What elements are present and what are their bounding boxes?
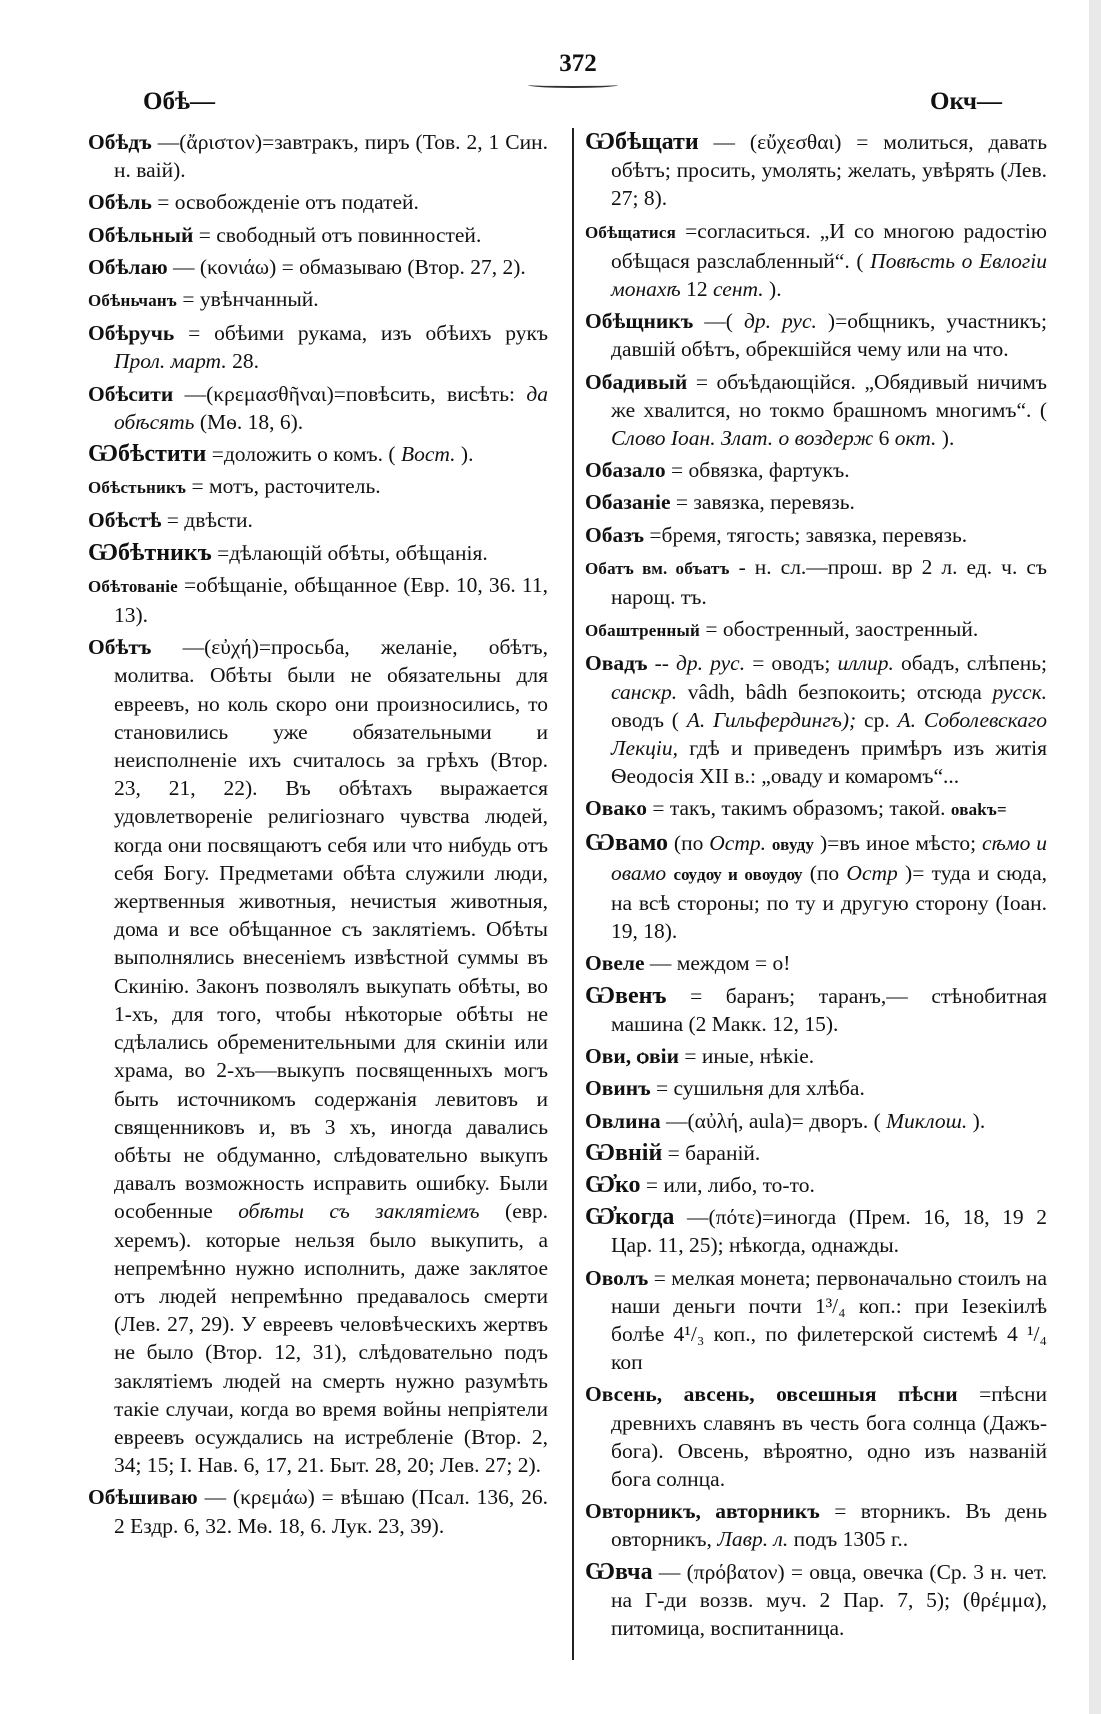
entry-text: - н. сл.—прош. вр 2 л. ед. ч. съ нарощ. тъ. [611,554,1047,610]
entry-text: — (εὔχεσθαι) = молиться, давать обѣтъ; просить, умолять; желать, увѣрять (Лев. 27; 8). [611,130,1047,211]
entry-text: — (κονιάω) = обмазываю (Втор. 27, 2). [173,254,526,279]
entry-headword: Обѣль [88,190,152,215]
entry-text: — междом = о! [649,951,791,976]
entry-text: = иные, нѣкіе. [684,1044,815,1069]
dictionary-entry [585,649,1047,790]
entry-headword: Ѡ҆когда [585,1204,675,1231]
entry-headword: Обадивый [585,369,688,394]
entry-headword: Обѣручь [88,321,175,346]
running-head-right: Окч— [930,88,1002,115]
entry-text: =согласиться. „И со многою радостію обѣщася разслабленный“. ( [611,218,1047,273]
entry-italic: Миклош. [886,1108,968,1133]
entry-tail: (Мѳ. 18, 6). [199,409,304,434]
entry-tail: обадъ, слѣпень; [900,651,1048,676]
dictionary-entry [585,1074,1047,1102]
entry-headword: Ѡвенъ [585,982,667,1009]
entry-text: = сушильня для хлѣба. [656,1076,865,1101]
entry-text: = или, либо, то-то. [645,1172,815,1197]
right-column [585,128,1047,1646]
dictionary-entry [585,1139,1047,1167]
entry-headword: Обѣщатися [585,222,677,242]
entry-headword: Обѣлаю [88,254,168,279]
dictionary-entry [585,1497,1047,1553]
dictionary-entry [585,615,1047,645]
entry-headword: Овадъ [585,651,648,676]
entry-tail: ). [941,426,955,451]
entry-text: =доложить о комъ. ( [211,442,396,467]
dictionary-entry [585,217,1047,304]
entry-headword: Обазъ [585,522,645,547]
entry-text: = вторникъ. Въ день овторникъ, [611,1499,1047,1552]
entry-text: -- [654,651,669,676]
entry-headword: Обѣльный [88,222,194,247]
entry-italic: А. Гильфердингъ); [686,707,865,732]
dictionary-entry [88,319,548,375]
entry-tail: ). [769,277,782,302]
entry-text: —(ἄριστον)=завтракъ, пиръ (Тов. 2, 1 Син. н. ваій). [114,130,548,183]
entry-text: =бремя, тягость; завязка, перевязь. [649,522,968,547]
entry-headword: Овинъ [585,1076,651,1101]
entry-headword: Обазало [585,458,666,483]
dictionary-entry [585,521,1047,549]
dictionary-entry [88,221,548,249]
entry-italic: да обѣсять [114,381,549,434]
dictionary-entry [585,456,1047,484]
entry-italic: сѣмо и овамо [611,830,1047,885]
entry-headword: Ѡбѣтникъ [88,539,212,566]
entry-tail: vâdh, bâdh безпокоить; отсюда [687,679,982,704]
entry-headword: Обѣньчанъ [88,291,178,311]
entry-italic: Вост. [400,442,456,467]
entry-italic: Повѣсть о Евлогіи монахѣ [611,248,1047,302]
entry-tail: (по [809,860,840,885]
entry-headword: Овако [585,796,647,821]
entry-tail: 12 [686,277,708,302]
dictionary-entry [88,472,548,502]
entry-headword: Овеле [585,951,645,976]
entry-italic: Лавр. л. [717,1527,789,1552]
entry-bold-mid: овуду [771,834,815,854]
scan-edge [1089,0,1101,1714]
dictionary-entry [88,253,548,281]
entry-text: = обостренный, заостренный. [705,617,979,642]
entry-headword: Ѡвній [585,1139,663,1166]
entry-italic: др. рус. [743,309,817,334]
dictionary-entry [88,285,548,315]
entry-headword: Обѣсити [88,381,174,406]
running-head-left: Обѣ— [143,88,215,115]
entry-text: — (πρόβατον) = овца, овечка (Ср. 3 н. чет. на Г-ди воззв. муч. 2 Пар. 7, 5); (θρέμμα), питомица, воспитанница. [611,1559,1047,1640]
dictionary-entry [88,440,548,468]
entry-headword: Овлина [585,1108,661,1133]
entry-text: = такъ, такимъ образомъ; [652,796,884,821]
entry-headword: Обѣтованіе [88,576,178,596]
dictionary-entry [88,128,548,184]
entry-text: = увѣнчанный. [182,287,319,312]
entry-text: = мотъ, расточитель. [191,474,381,499]
entry-headword: Ѡбѣщати [585,129,699,155]
entry-bold-tail: оваkъ= [950,800,1007,820]
dictionary-entry [585,368,1047,453]
entry-italic: русск. [992,679,1048,704]
dictionary-entry [88,506,548,534]
entry-tail: )= туда и сюда, на всѣ стороны; по ту и другую сторону (Іоан. 19, 18). [611,860,1047,944]
entry-italic: окт. [894,426,937,451]
entry-headword: Обаштренный [585,621,700,641]
dictionary-entry [585,1042,1047,1070]
entry-headword: Овсень, авсень, овсешныя пѣсни [585,1382,958,1407]
entry-text: = свободный отъ повинностей. [198,222,482,247]
dictionary-entry [88,1483,548,1539]
dictionary-entry [88,188,548,216]
dictionary-entry [88,633,548,1479]
entry-headword: Обѣшиваю [88,1485,198,1510]
entry-headword: Овторникъ, авторникъ [585,1499,820,1524]
entry-text: =обѣщаніе, обѣщанное (Евр. 10, 36. 11, 13). [114,572,548,628]
entry-italic: А. Соболевскаго Лекціи, [611,707,1047,761]
entry-italic: Прол. март. [114,349,227,374]
entry-text: —( [704,309,733,334]
entry-text: =дѣлающій обѣты, обѣщанія. [217,540,488,565]
dictionary-entry [585,949,1047,977]
entry-tail: )=общникъ, участникъ; давшій обѣтъ, обрекшійся чему или на что. [611,309,1047,362]
entry-tail: )=въ иное мѣсто; [820,830,977,855]
entry-headword: Обѣщникъ [585,309,694,334]
entry-headword: Ѡбѣстити [88,441,207,468]
entry-italic: Слово Іоан. Злат. о воздерж [611,426,874,451]
entry-headword: Ѡвамо [585,829,669,856]
entry-headword: Ѡвча [585,1558,653,1585]
entry-tail: гдѣ и приведенъ примѣръ изъ житія Ѳеодосія XII в.: „оваду и комаромъ“... [611,736,1047,789]
dictionary-entry [585,128,1047,213]
page-number-rule [528,82,618,88]
dictionary-entry [88,571,548,629]
entry-text: =пѣсни древнихъ славянъ въ честь бога солнца (Дажъ-бога). Овсень, вѣроятно, одно изъ названій бога солнца. [611,1382,1048,1491]
dictionary-entry [585,1107,1047,1135]
dictionary-entry [585,488,1047,516]
entry-text: —(αὐλή, aula)= дворъ. ( [666,1108,881,1133]
dictionary-entry [88,380,548,436]
entry-headword: Ѡ҆ко [585,1171,641,1198]
dictionary-entry [585,982,1047,1038]
entry-tail: ). [972,1108,986,1133]
entry-tail: такой. [889,796,946,821]
entry-tail: 28. [232,349,259,374]
entry-italic: Остр. [709,830,766,855]
entry-text: — (κρεμάω) = вѣшаю (Псал. 136, 26. 2 Ездр. 6, 32. Мѳ. 18, 6. Лук. 23, 39). [114,1485,548,1538]
entry-text: (по [673,830,704,855]
entry-text: = освобожденіе отъ податей. [157,190,419,215]
entry-italic: др. рус. [676,651,746,676]
dictionary-entry [585,553,1047,611]
entry-headword: Обѣстѣ [88,508,162,533]
entry-headword: Обазаніе [585,490,671,515]
entry-italic: Остр [846,860,898,885]
dictionary-entry [585,1171,1047,1199]
entry-text: = двѣсти. [166,508,253,533]
entry-text: = объѣдающійся. „Обядивый ничимъ же хвалится, но токмо брашномъ многимъ“. ( [611,369,1048,422]
entry-headword: Ови, ѻвіи [585,1044,680,1069]
entry-bold-mid: сѹдѹ и овѹдѹ [673,864,803,884]
dictionary-entry [585,829,1047,946]
entry-text: —(κρεμασθῆναι)=повѣсить, висѣть: [184,381,515,406]
dictionary-entry [585,1264,1047,1377]
dictionary-entry [585,1203,1047,1259]
entry-text: = обѣими рукама, изъ обѣихъ рукъ [188,321,549,346]
column-divider [572,128,574,1660]
entry-headword: Обѣдъ [88,130,152,154]
entry-headword: Оволъ [585,1265,649,1290]
entry-headword: Обѣстьникъ [88,478,187,498]
entry-text: = баранъ; таранъ,— стѣнобитная машина (2 Макк. 12, 15). [611,983,1048,1036]
entry-headword: Обѣтъ [88,635,152,660]
left-column [88,128,548,1544]
entry-tail: 6 [878,426,890,451]
entry-italic: обѣты съ заклятіемъ [238,1199,480,1224]
entry-text: = обвязка, фартукъ. [671,458,850,483]
dictionary-entry [585,1380,1047,1493]
entry-text: = мелкая монета; первоначально стоилъ на наши деньги почти 1³/₄ коп.: при Іезекіилѣ болѣе 4¹/₃ коп., по филетерской системѣ 4 ¹/₄ коп [611,1265,1047,1375]
page-number: 372 [559,50,597,77]
entry-tail: = оводъ; [752,651,831,676]
dictionary-entry [585,794,1047,824]
entry-tail: ). [460,442,474,467]
entry-tail: ср. [864,707,890,732]
entry-tail: подъ 1305 г.. [793,1527,909,1552]
dictionary-entry [585,1558,1047,1643]
entry-text: —(πότε)=иногда (Прем. 16, 18, 19 2 Цар. 11, 25); нѣкогда, однажды. [611,1205,1047,1258]
dictionary-entry [585,307,1047,363]
entry-italic: сент. [713,277,764,302]
entry-headword: Обатъ вм. объатъ [585,558,730,578]
entry-tail: (евр. херемъ). которые нельзя было выкупить, а непремѣнно нужно исполнить, даже заклятое отъ людей непремѣнно предавалось смерти (Лев. 27, 29). У евреевъ человѣческихъ жертвъ не было (Втор. 12, 31), слѣдовательно подъ заклятіемъ людей на смерть нужно разумѣть такіе случаи, когда во время войны непріятели евреевъ осуждались на истребленіе (Втор. 2, 34; 15; І. Нав. 6, 17, 21. Быт. 28, 20; Лев. 27; 2). [114,1199,549,1478]
entry-text: = завязка, перевязь. [675,490,855,515]
entry-italic: иллир. [837,651,894,676]
entry-text: —(εὐχή)=просьба, желаніе, обѣтъ, молитва. Обѣты были не обязательны для евреевъ, но коль скоро они произносились, то становились уже обязательными и неисполненіе ихъ считалось за грѣхъ (Втор. 23, 21, 22). Въ обѣтахъ выражается удовлетвореніе религіознаго чувства людей, когда они посвящаютъ себя или что нибудь отъ себя Богу. Предметами обѣта служили люди, жертвенныя животныя, нечистыя животныя, дома и все обѣщанное съ заклятіемъ. Обѣты выполнялись внесеніемъ извѣстной суммы въ Скинію. Законъ позволялъ выкупать обѣты, во 1-хъ, для того, чтобы нѣкоторые обѣты не сдѣлались обременительными для скиніи или храма, во 2-хъ—выкупъ посвященныхъ могъ быть источникомъ содержанія левитовъ и священниковъ и, въ 3 хъ, иногда давались обѣты не обдуманно, слѣдовательно выкупъ давалъ возможность исправить ошибку. Были особенные [114,635,548,1224]
entry-tail: оводъ ( [611,707,679,732]
dictionary-entry [88,539,548,567]
entry-text: = бараній. [667,1140,761,1165]
entry-italic: санскр. [611,679,678,704]
